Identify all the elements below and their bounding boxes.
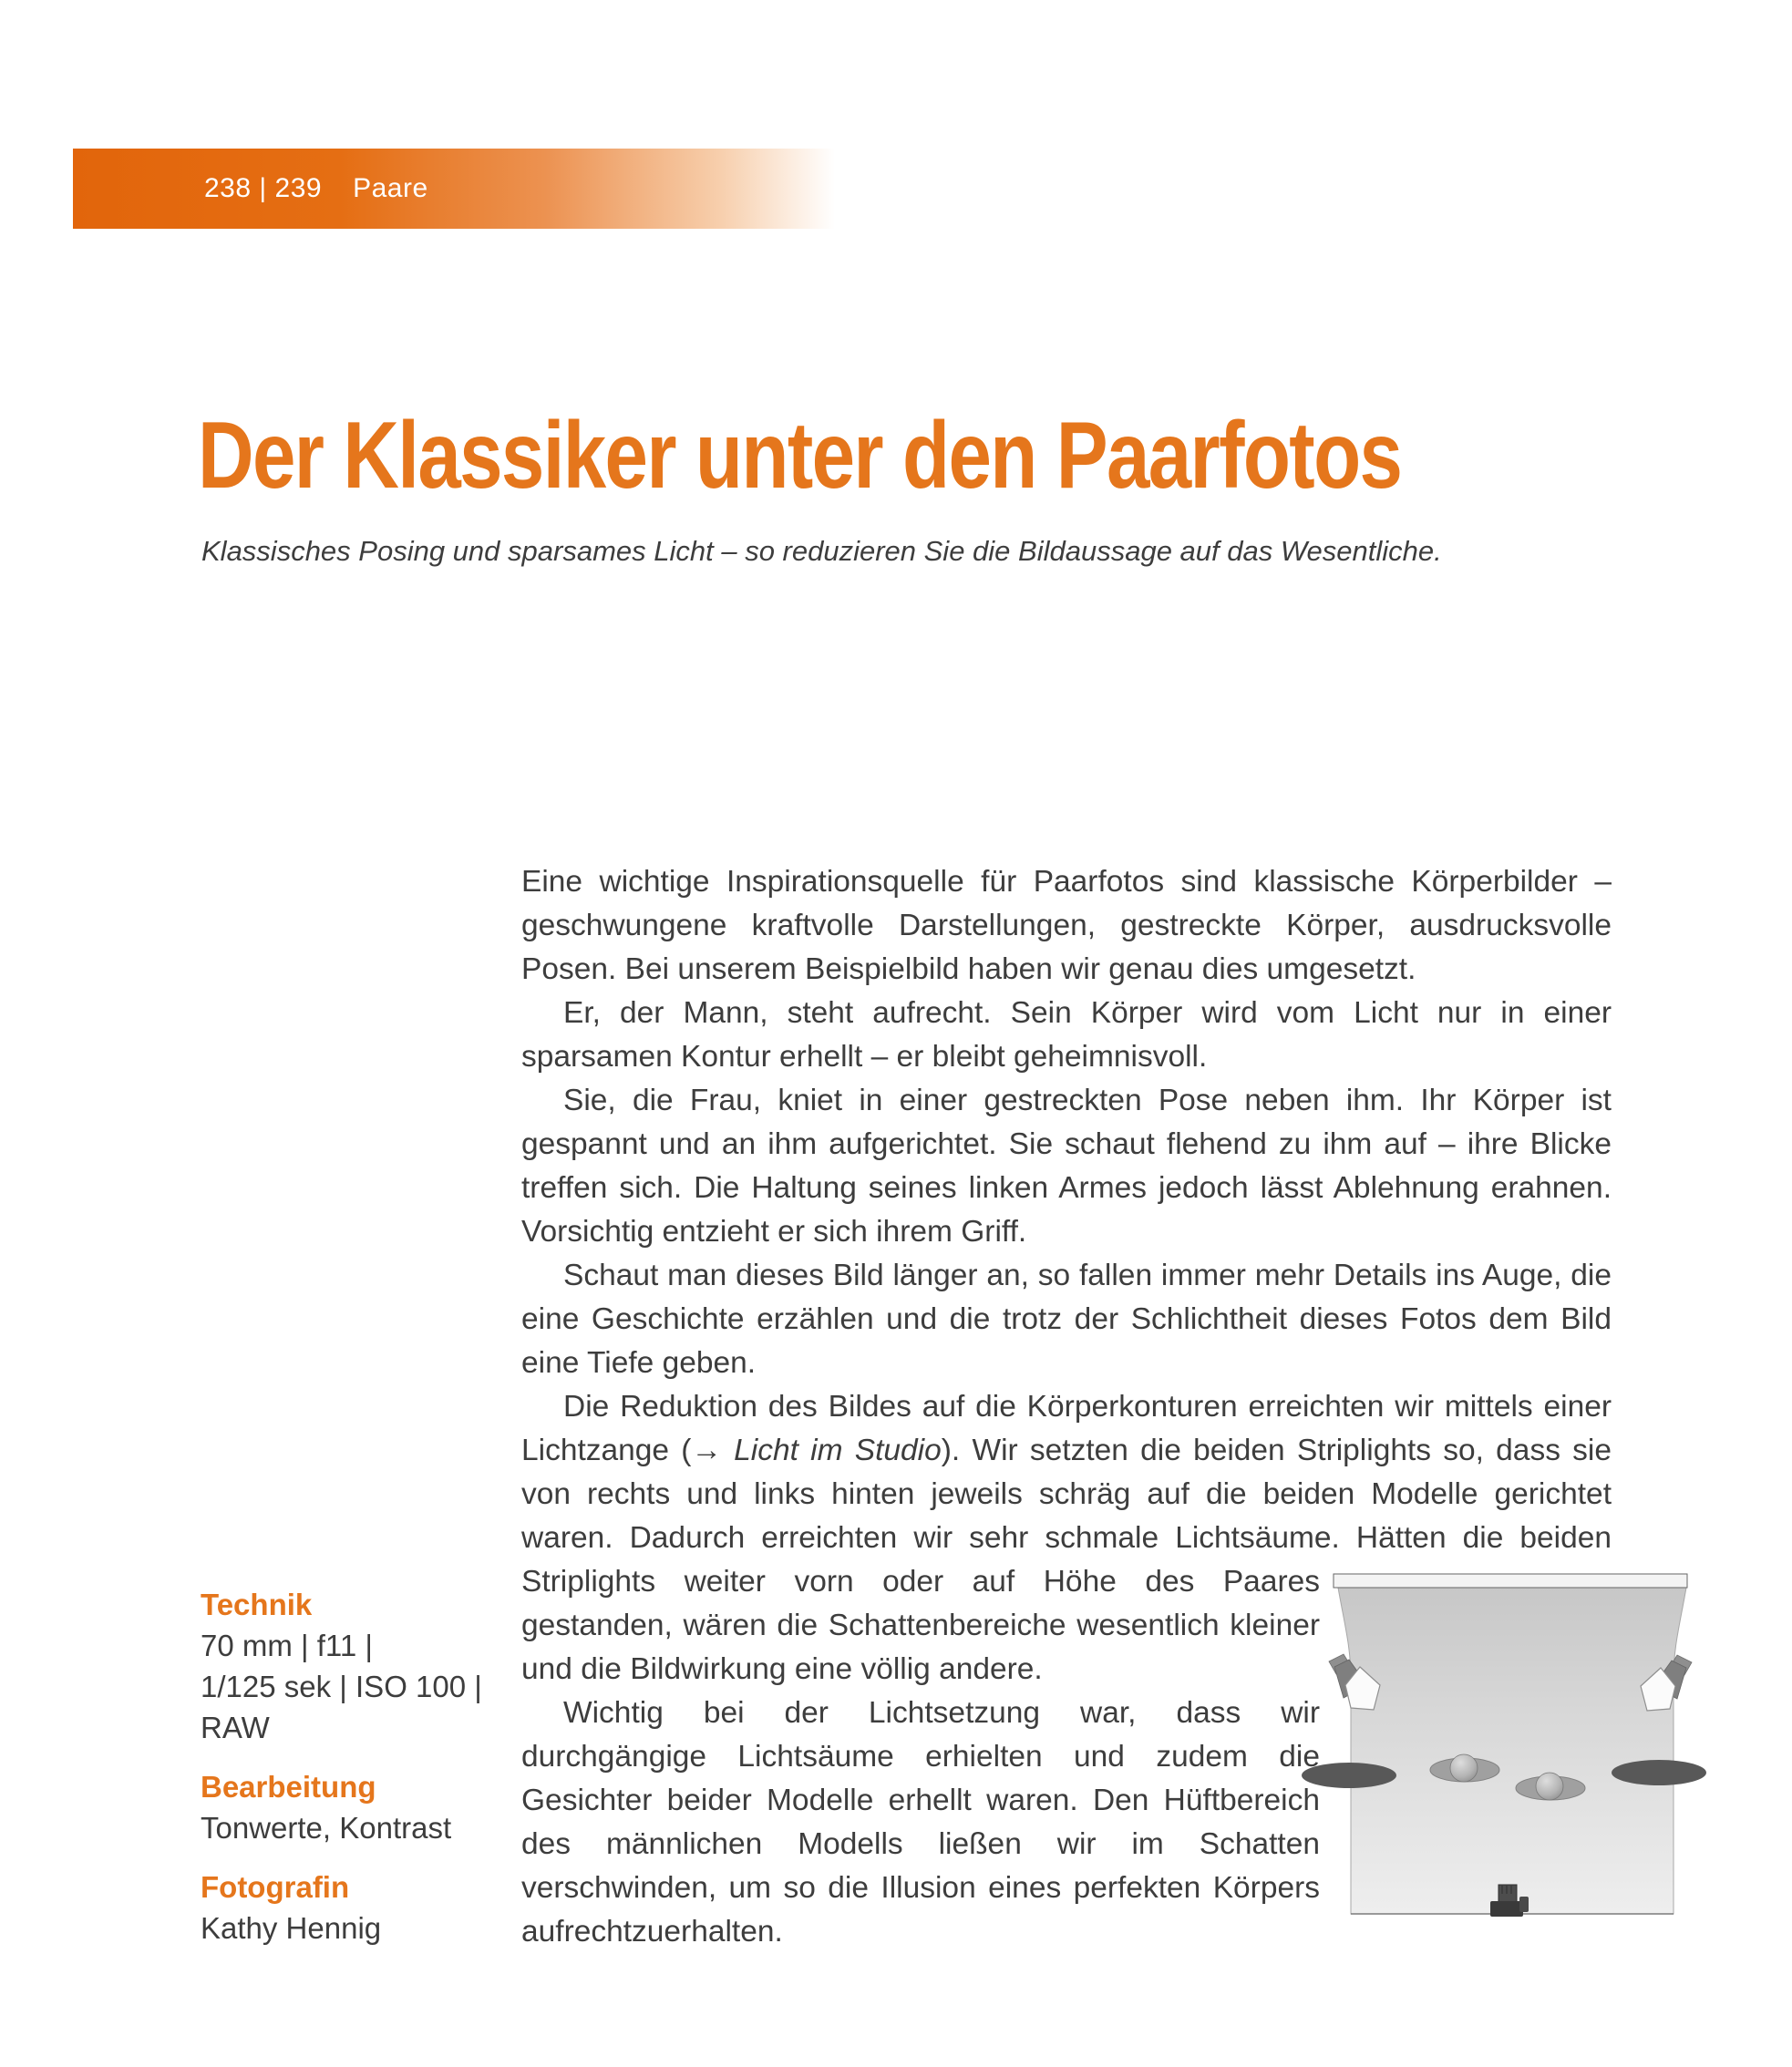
cross-reference: Licht im Studio — [734, 1434, 942, 1467]
backdrop-paper — [1338, 1588, 1686, 1914]
article-subtitle: Klassisches Posing und sparsames Licht – so reduzieren Sie die Bildaussage auf das Wesentliche. — [201, 535, 1442, 567]
bearbeitung-heading: Bearbeitung — [201, 1770, 376, 1804]
bearbeitung-line: Tonwerte, Kontrast — [201, 1811, 452, 1845]
fotografin-group — [201, 1866, 515, 1949]
chapter-header-bar — [73, 149, 835, 229]
fotografin-line: Kathy Hennig — [201, 1911, 382, 1945]
page-numbers: 238 | 239 — [204, 173, 323, 203]
paragraph: Er, der Mann, steht aufrecht. Sein Körper wird vom Licht nur in einer sparsamen Kontur erhellt – er bleibt geheimnisvoll. — [521, 996, 1612, 1074]
paragraph: Wichtig bei der Lichtsetzung war, dass wir durchgängige Lichtsäume erhielten und zudem die Gesichter beider Modelle erhellt waren. Den Hüftbereich des männlichen Modells ließen wir im Schatten verschwinden, um so die Illusion eines perfekten Körpers aufrechtzuerhalten. — [521, 1696, 1320, 1949]
dark-ellipse-right — [1612, 1760, 1706, 1785]
article-body — [521, 860, 1612, 1954]
paragraph: Eine wichtige Inspirationsquelle für Paarfotos sind klassische Körperbilder – geschwungene kraftvolle Darstellungen, gestreckte Körper, ausdrucksvolle Posen. Bei unserem Beispielbild haben wir genau dies umgesetzt. — [521, 865, 1612, 986]
technik-line: 70 mm | f11 | — [201, 1629, 373, 1662]
lighting-setup-illustration — [1320, 1560, 1714, 1936]
technik-group — [201, 1584, 515, 1748]
fotografin-heading: Fotografin — [201, 1870, 350, 1904]
margin-notes — [201, 1584, 515, 1967]
lighting-setup-diagram — [1320, 1560, 1714, 1899]
backdrop-roll — [1334, 1574, 1687, 1588]
paragraph — [521, 1385, 1612, 1692]
chapter-name: Paare — [353, 173, 428, 203]
technik-line: 1/125 sek | ISO 100 | — [201, 1670, 482, 1703]
paragraph: Schaut man dieses Bild länger an, so fallen immer mehr Details ins Auge, die eine Geschichte erzählen und die trotz der Schlichtheit dieses Fotos dem Bild eine Tiefe geben. — [521, 1259, 1612, 1380]
paragraph-segment: ). Wir setzten die beiden Striplights so, dass sie von rechts und links hinten jeweils schräg auf die beiden Modelle gerichtet waren. Dadurch erreichten wir sehr schmale Lichtsäume. Hätten die beiden Striplights weiter vorn oder auf Höhe des Paares gestanden, wären die Schattenbereiche wesentlich kleiner und die Bildwirkung eine völlig andere. — [521, 1434, 1612, 1686]
article-title: Der Klassiker unter den Paarfotos — [198, 403, 1402, 509]
technik-line: RAW — [201, 1711, 270, 1744]
bearbeitung-group — [201, 1766, 515, 1848]
technik-heading: Technik — [201, 1588, 313, 1621]
paragraph: Sie, die Frau, kniet in einer gestreckten Pose neben ihm. Ihr Körper ist gespannt und an ihm aufgerichtet. Sie schaut flehend zu ihm auf – ihre Blicke treffen sich. Die Haltung seines linken Armes jedoch lässt Ablehnung erahnen. Vorsichtig entzieht er sich ihrem Griff. — [521, 1084, 1612, 1249]
paragraph-segment: Die Reduktion des Bildes auf die Körperkonturen erreichten wir mittels einer Lichtzange (→ — [521, 1390, 1612, 1467]
